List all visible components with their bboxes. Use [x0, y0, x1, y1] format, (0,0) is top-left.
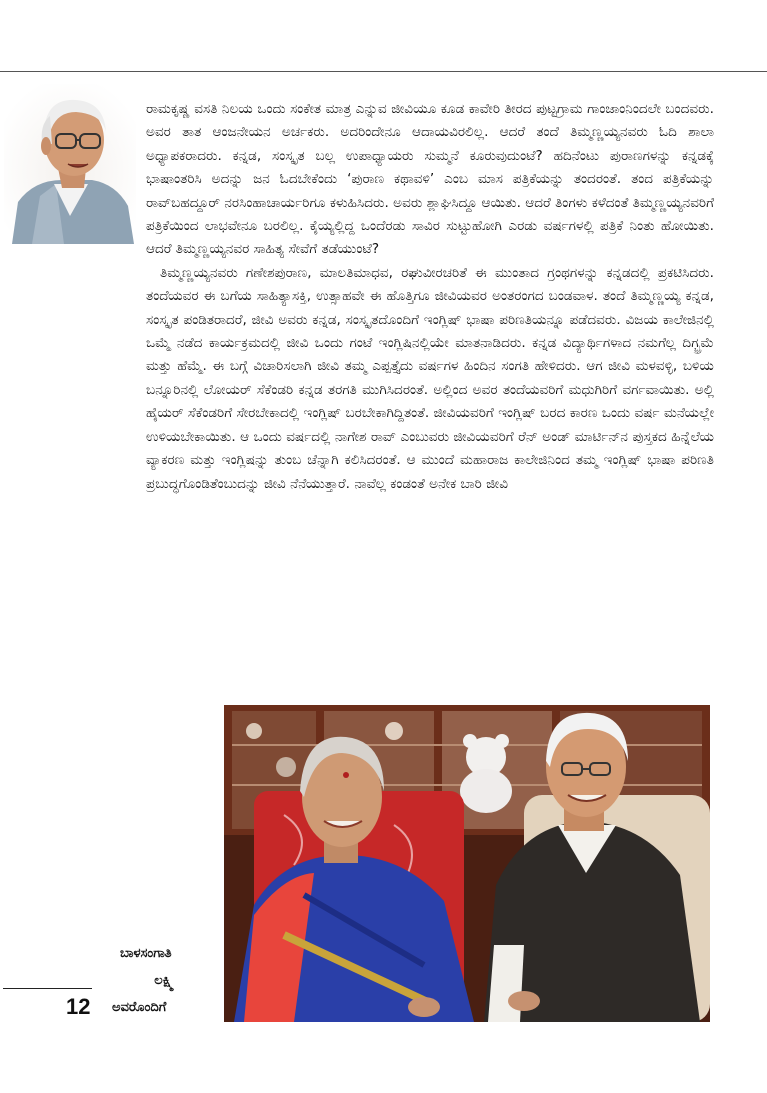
caption-line: ಬಾಳಸಂಗಾತಿ — [120, 946, 172, 961]
caption-line: ಲಕ್ಷ್ಮಿ — [154, 973, 174, 988]
article-body — [146, 98, 714, 496]
couple-photo — [224, 705, 710, 1022]
page-number: 12 — [66, 994, 91, 1019]
article-paragraph: ತಿಮ್ಮಣ್ಣಯ್ಯನವರು ಗಣೇಶಪುರಾಣ, ಮಾಲತಿಮಾಧವ, ರಘುವೀರಚರಿತೆ ಈ ಮುಂತಾದ ಗ್ರಂಥಗಳನ್ನು ಕನ್ನಡದಲ್ಲಿ ಪ್ರಕಟಿಸಿದರು. ತಂದೆಯವರ ಈ ಬಗೆಯ ಸಾಹಿತ್ಯಾಸಕ್ತಿ, ಉತ್ಸಾಹವೇ ಈ ಹೊತ್ತಿಗೂ ಜೀವಿಯವರ ಅಂತರಂಗದ ಬಂಡವಾಳ. ತಂದೆ ತಿಮ್ಮಣ್ಣಯ್ಯ ಕನ್ನಡ, ಸಂಸ್ಕೃತ ಪಂಡಿತರಾದರೆ, ಜೀವಿ ಅವರು ಕನ್ನಡ, ಸಂಸ್ಕೃತದೊಂದಿಗೆ ಇಂಗ್ಲಿಷ್ ಭಾಷಾ ಪರಿಣತಿಯನ್ನೂ ಪಡೆದವರು. ವಿಜಯ ಕಾಲೇಜಿನಲ್ಲಿ ಒಮ್ಮೆ ನಡೆದ ಕಾರ್ಯಕ್ರಮದಲ್ಲಿ ಜೀವಿ ಒಂದು ಗಂಟೆ ಇಂಗ್ಲಿಷಿನಲ್ಲಿಯೇ ಮಾತನಾಡಿದರು. ಕನ್ನಡ ವಿದ್ಯಾರ್ಥಿಗಳಾದ ನಮಗೆಲ್ಲ ದಿಗ್ಭ್ರಮೆ ಮತ್ತು ಹೆಮ್ಮೆ. ಈ ಬಗ್ಗೆ ವಿಚಾರಿಸಲಾಗಿ ಜೀವಿ ತಮ್ಮ ಎಪ್ಪತ್ತೈದು ವರ್ಷಗಳ ಹಿಂದಿನ ಸಂಗತಿ ಹೇಳಿದರು. ಆಗ ಜೀವಿ ಮಳವಳ್ಳಿ, ಬಳಿಯ ಬನ್ನೂರಿನಲ್ಲಿ ಲೋಯರ್ ಸೆಕೆಂಡರಿ ಕನ್ನಡ ತರಗತಿ ಮುಗಿಸಿದರಂತೆ. ಅಲ್ಲಿಂದ ಅವರ ತಂದೆಯವರಿಗೆ ಮಧುಗಿರಿಗೆ ವರ್ಗವಾಯಿತು. ಅಲ್ಲಿ ಹೈಯರ್ ಸೆಕೆಂಡರಿಗೆ ಸೇರಬೇಕಾದಲ್ಲಿ ಇಂಗ್ಲಿಷ್ ಬರಬೇಕಾಗಿದ್ದಿತಂತೆ. ಜೀವಿಯವರಿಗೆ ಇಂಗ್ಲಿಷ್ ಬರದ ಕಾರಣ ಒಂದು ವರ್ಷ ಮನೆಯಲ್ಲೇ ಉಳಿಯಬೇಕಾಯಿತು. ಆ ಒಂದು ವರ್ಷದಲ್ಲಿ ನಾಗೇಶ ರಾವ್ ಎಂಬುವರು ಜೀವಿಯವರಿಗೆ ರೆನ್ ಅಂಡ್ ಮಾರ್ಟಿನ್‌ನ ಪುಸ್ತಕದ ಹಿನ್ನೆಲೆಯ ವ್ಯಾಕರಣ ಮತ್ತು ಇಂಗ್ಲಿಷನ್ನು ತುಂಬ ಚೆನ್ನಾಗಿ ಕಲಿಸಿದರಂತೆ. ಆ ಮುಂದೆ ಮಹಾರಾಜ ಕಾಲೇಜಿನಿಂದ ತಮ್ಮ ಇಂಗ್ಲಿಷ್ ಭಾಷಾ ಪರಿಣತಿ ಪ್ರಬುದ್ಧಗೊಂಡಿತೆಂಬುದನ್ನು ಜೀವಿ ನೆನೆಯುತ್ತಾರೆ. ನಾವೆಲ್ಲ ಕಂಡಂತೆ ಅನೇಕ ಬಾರಿ ಜೀವಿ — [146, 264, 714, 492]
footer-rule — [3, 988, 92, 989]
caption-line: ಅವರೊಂದಿಗೆ — [112, 1000, 167, 1015]
article-paragraph: ರಾಮಕೃಷ್ಣ ವಸತಿ ನಿಲಯ ಒಂದು ಸಂಕೇತ ಮಾತ್ರ ಎನ್ನುವ ಜೀವಿಯೂ ಕೂಡ ಕಾವೇರಿ ತೀರದ ಪುಟ್ಟಗ್ರಾಮ ಗಾಂಜಾಂನಿಂದಲೇ ಬಂದವರು. ಅವರ ತಾತ ಆಂಜನೇಯನ ಅರ್ಚಕರು. ಅದರಿಂದೇನೂ ಆದಾಯವಿರಲಿಲ್ಲ. ಆದರೆ ತಂದೆ ತಿಮ್ಮಣ್ಣಯ್ಯನವರು ಓದಿ ಶಾಲಾ ಅಧ್ಯಾಪಕರಾದರು. ಕನ್ನಡ, ಸಂಸ್ಕೃತ ಬಲ್ಲ ಉಪಾಧ್ಯಾಯರು ಸುಮ್ಮನೆ ಕೂರುವುದುಂಟೆ? ಹದಿನೆಂಟು ಪುರಾಣಗಳನ್ನು ಕನ್ನಡಕ್ಕೆ ಭಾಷಾಂತರಿಸಿ ಅದನ್ನು ಜನ ಓದಬೇಕೆಂದು ‘ಪುರಾಣ ಕಥಾವಳಿ’ ಎಂಬ ಮಾಸ ಪತ್ರಿಕೆಯನ್ನು ತಂದರಂತೆ. ತಂದ ಪತ್ರಿಕೆಯನ್ನು ರಾವ್‌ಬಹದ್ದೂರ್ ನರಸಿಂಹಾಚಾರ್ಯರಿಗೂ ಕಳುಹಿಸಿದರು. ಅವರು ಶ್ಲಾಘಿಸಿದ್ದೂ ಆಯಿತು. ಆದರೆ ತಿಂಗಳು ಕಳೆದಂತೆ ತಿಮ್ಮಣ್ಣಯ್ಯನವರಿಗೆ ಪತ್ರಿಕೆಯಿಂದ ಲಾಭವೇನೂ ಬರಲಿಲ್ಲ. ಕೈಯ್ಯಲ್ಲಿದ್ದ ಒಂದೆರಡು ಸಾವಿರ ಸುಟ್ಟುಹೋಗಿ ಎರಡು ವರ್ಷಗಳಲ್ಲಿ ಪತ್ರಿಕೆ ನಿಂತು ಹೋಯಿತು. ಆದರೆ ತಿಮ್ಮಣ್ಣಯ್ಯನವರ ಸಾಹಿತ್ಯ ಸೇವೆಗೆ ತಡೆಯುಂಟೆ? — [146, 101, 714, 258]
author-portrait-illustration — [4, 84, 136, 244]
photo-caption — [112, 940, 216, 1021]
header-rule — [0, 71, 767, 72]
